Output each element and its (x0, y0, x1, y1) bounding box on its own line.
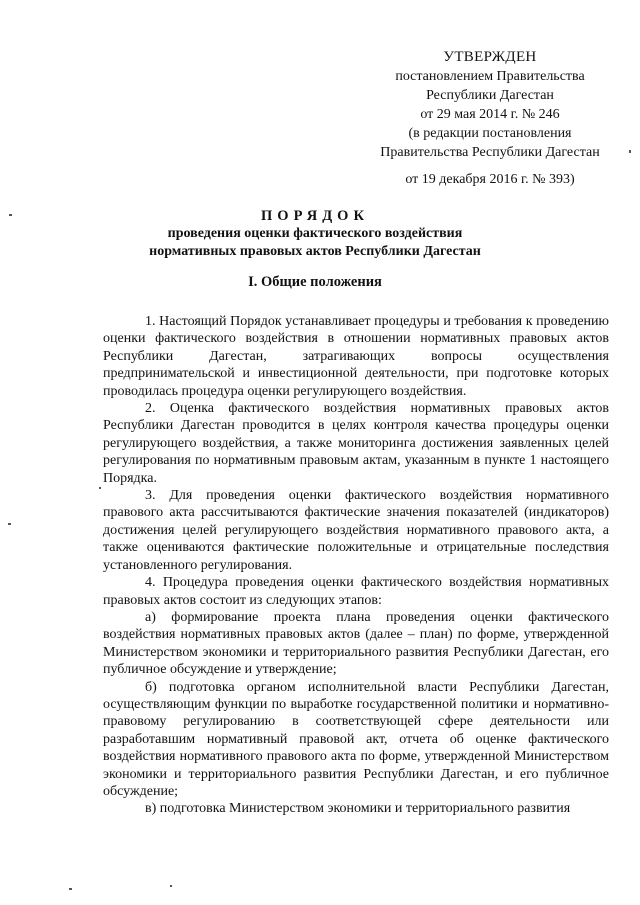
approval-line: постановлением Правительства (395, 69, 585, 84)
section-heading: I. Общие положения (248, 274, 382, 290)
approval-line: Правительства Республики Дагестан (380, 145, 600, 160)
approval-line: (в редакции постановления (408, 126, 572, 141)
document-title: ПОРЯДОК (261, 208, 369, 224)
scan-speck (99, 487, 101, 489)
approval-line: Республики Дагестан (426, 88, 554, 103)
paragraph: 3. Для проведения оценки фактического воздействия нормативного правового акта рассчитываются фактические значения показателей (индикаторов) достижения целей регулирующего воздействия нормативного правового акта, а также оцениваются фактические положительные и отрицательные последствия установленного регулирования. (103, 488, 609, 573)
approval-title: УТВЕРЖДЕН (443, 49, 537, 65)
paragraph: 1. Настоящий Порядок устанавливает процедуры и требования к проведению оценки фактического воздействия в отношении нормативных правовых актов Республики Дагестан, затрагивающих вопросы осуществления предпринимательской и инвестиционной деятельности, при подготовке которых проводилась процедура оценки регулирующего воздействия. (103, 314, 609, 399)
scan-speck (8, 523, 11, 525)
list-item: б) подготовка органом исполнительной власти Республики Дагестан, осуществляющим функции по выработке государственной политики и нормативно-правовому регулированию в соответствующей сфере деятельности или разработавшим нормативный правовой акт, отчета об оценке фактического воздействия нормативного правового акта по форме, утвержденной Министерством экономики и территориального развития Республики Дагестан, и его публичное обсуждение; (103, 679, 609, 799)
document-subtitle: нормативных правовых актов Республики Дагестан (149, 244, 481, 259)
approval-line: от 29 мая 2014 г. № 246 (420, 107, 560, 122)
approval-line: от 19 декабря 2016 г. № 393) (405, 172, 575, 187)
paragraph: 4. Процедура проведения оценки фактического воздействия нормативных правовых актов состоит из следующих этапов: (103, 575, 609, 608)
scan-speck (629, 150, 631, 153)
paragraph: 2. Оценка фактического воздействия нормативных правовых актов Республики Дагестан проводится в целях контроля качества процедуры оценки регулирующего воздействия, а также мониторинга достижения заявленных целей регулирования по нормативным правовым актам, указанным в пункте 1 настоящего Порядка. (103, 401, 609, 486)
list-item: а) формирование проекта плана проведения оценки фактического воздействия нормативных правовых актов (далее – план) по форме, утвержденной Министерством экономики и территориального развития Республики Дагестан, его публичное обсуждение и утверждение; (103, 609, 609, 678)
document-body (103, 313, 609, 818)
document-subtitle: проведения оценки фактического воздействия (167, 226, 463, 241)
approval-block (360, 48, 620, 189)
scan-speck (69, 888, 72, 890)
list-item: в) подготовка Министерством экономики и территориального развития (145, 801, 571, 817)
scan-speck (9, 214, 12, 216)
scan-speck (170, 885, 172, 887)
